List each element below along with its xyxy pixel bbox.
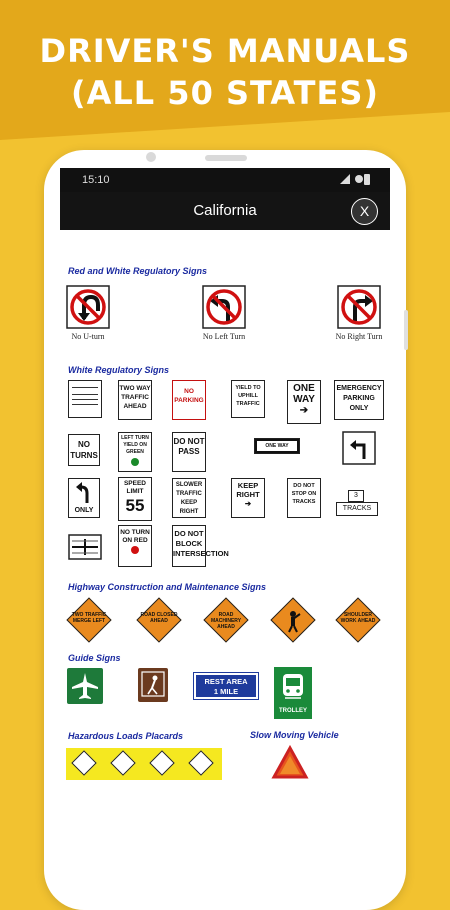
caption-no-right-turn: No Right Turn (335, 332, 383, 341)
hazard-placard-1 (71, 750, 96, 775)
keep-right-sign (231, 478, 265, 518)
no-u-turn-sign (66, 285, 110, 329)
caption-no-left-turn: No Left Turn (202, 332, 246, 341)
page-title: California (193, 202, 257, 219)
radiation-placard-icon (110, 750, 135, 775)
speed-limit-sign (118, 477, 152, 521)
no-turns-sign: NO TURNS (68, 434, 100, 466)
trolley-sign (274, 667, 312, 719)
pedestrian-sign (68, 380, 102, 418)
one-way-small-label: ONE WAY (257, 441, 297, 451)
flagger-icon (279, 606, 307, 634)
yield-uphill-sign: YIELD TO UPHILL TRAFFIC (231, 380, 265, 418)
recreation-sign (138, 668, 168, 702)
do-not-block-sign: DO NOT BLOCK INTERSECTION (172, 525, 206, 567)
curve-arrow-icon (69, 479, 99, 505)
trolley-icon (275, 668, 311, 706)
wifi-icon (355, 175, 363, 183)
construction-text-2: ROAD CLOSED AHEAD (140, 612, 178, 624)
one-way-label: ONE WAY (293, 383, 315, 405)
left-only-sign (68, 478, 100, 518)
no-left-turn-sign (202, 285, 246, 329)
hazard-placards-strip (66, 748, 222, 780)
two-way-traffic-sign: TWO WAY TRAFFIC AHEAD (118, 380, 152, 420)
tracks-number: 3 (348, 490, 364, 502)
app-bar (60, 192, 390, 230)
no-turn-on-red-sign (118, 525, 152, 567)
tracks-label: TRACKS (336, 502, 378, 516)
one-way-sign (287, 380, 321, 424)
promo-headline-line2: (ALL 50 STATES) (70, 74, 379, 112)
rest-area-label: REST AREA (204, 677, 248, 686)
section-title-guide: Guide Signs (68, 653, 121, 663)
do-not-pass-sign: DO NOT PASS (172, 432, 206, 472)
left-turn-yield-label: LEFT TURN YIELD ON GREEN (121, 435, 149, 455)
slow-moving-vehicle-sign (272, 746, 308, 780)
hazard-placard-3 (149, 750, 174, 775)
promo-headline (0, 30, 450, 114)
trolley-label: TROLLEY (279, 708, 307, 714)
camera-icon (146, 152, 156, 162)
construction-text-1: TWO TRAFFIC MERGE LEFT (71, 612, 107, 624)
status-time: 15:10 (82, 174, 110, 186)
do-not-stop-tracks-sign: DO NOT STOP ON TRACKS (287, 478, 321, 518)
no-right-turn-sign (337, 285, 381, 329)
signal-icon (340, 174, 350, 184)
turn-arrow-sign (342, 431, 376, 465)
only-label: ONLY (74, 507, 94, 514)
section-title-white: White Regulatory Signs (68, 365, 170, 375)
section-title-slow: Slow Moving Vehicle (250, 730, 339, 740)
side-button (404, 310, 408, 350)
one-way-small-sign (254, 438, 300, 454)
rest-area-distance: 1 MILE (213, 687, 239, 696)
construction-text-5: SHOULDER WORK AHEAD (340, 612, 376, 624)
app-screen (60, 168, 390, 900)
speed-limit-label: SPEED LIMIT (123, 480, 147, 495)
keep-right-label: KEEP RIGHT (236, 481, 260, 499)
speaker-grille (205, 155, 247, 161)
tracks-sign (336, 490, 380, 520)
section-title-red-white: Red and White Regulatory Signs (68, 266, 208, 276)
close-button[interactable]: X (351, 198, 378, 225)
arrow-right-icon: ➔ (299, 405, 309, 416)
green-light-icon (131, 458, 139, 466)
arrow-right-icon: ➔ (244, 499, 252, 508)
rest-area-sign (194, 673, 258, 699)
crossing-sign (68, 534, 102, 560)
promo-headline-line1: DRIVER'S MANUALS (39, 32, 411, 70)
no-parking-sign: NO PARKING (172, 380, 206, 420)
battery-icon (364, 174, 370, 185)
caption-no-u-turn: No U-turn (71, 332, 105, 341)
section-title-construction: Highway Construction and Maintenance Signs (68, 582, 267, 592)
construction-text-3: ROAD MACHINERY AHEAD (210, 612, 242, 630)
hazard-placard-4 (188, 750, 213, 775)
status-bar (60, 168, 390, 192)
airport-sign (67, 668, 103, 704)
section-title-hazard: Hazardous Loads Placards (68, 731, 184, 741)
red-light-icon (131, 546, 139, 554)
slower-traffic-sign: SLOWER TRAFFIC KEEP RIGHT (172, 478, 206, 518)
speed-limit-value: 55 (125, 496, 145, 515)
emergency-parking-sign: EMERGENCY PARKING ONLY (334, 380, 384, 420)
left-turn-yield-sign (118, 432, 152, 472)
no-turn-on-red-label: NO TURN ON RED (120, 529, 150, 544)
